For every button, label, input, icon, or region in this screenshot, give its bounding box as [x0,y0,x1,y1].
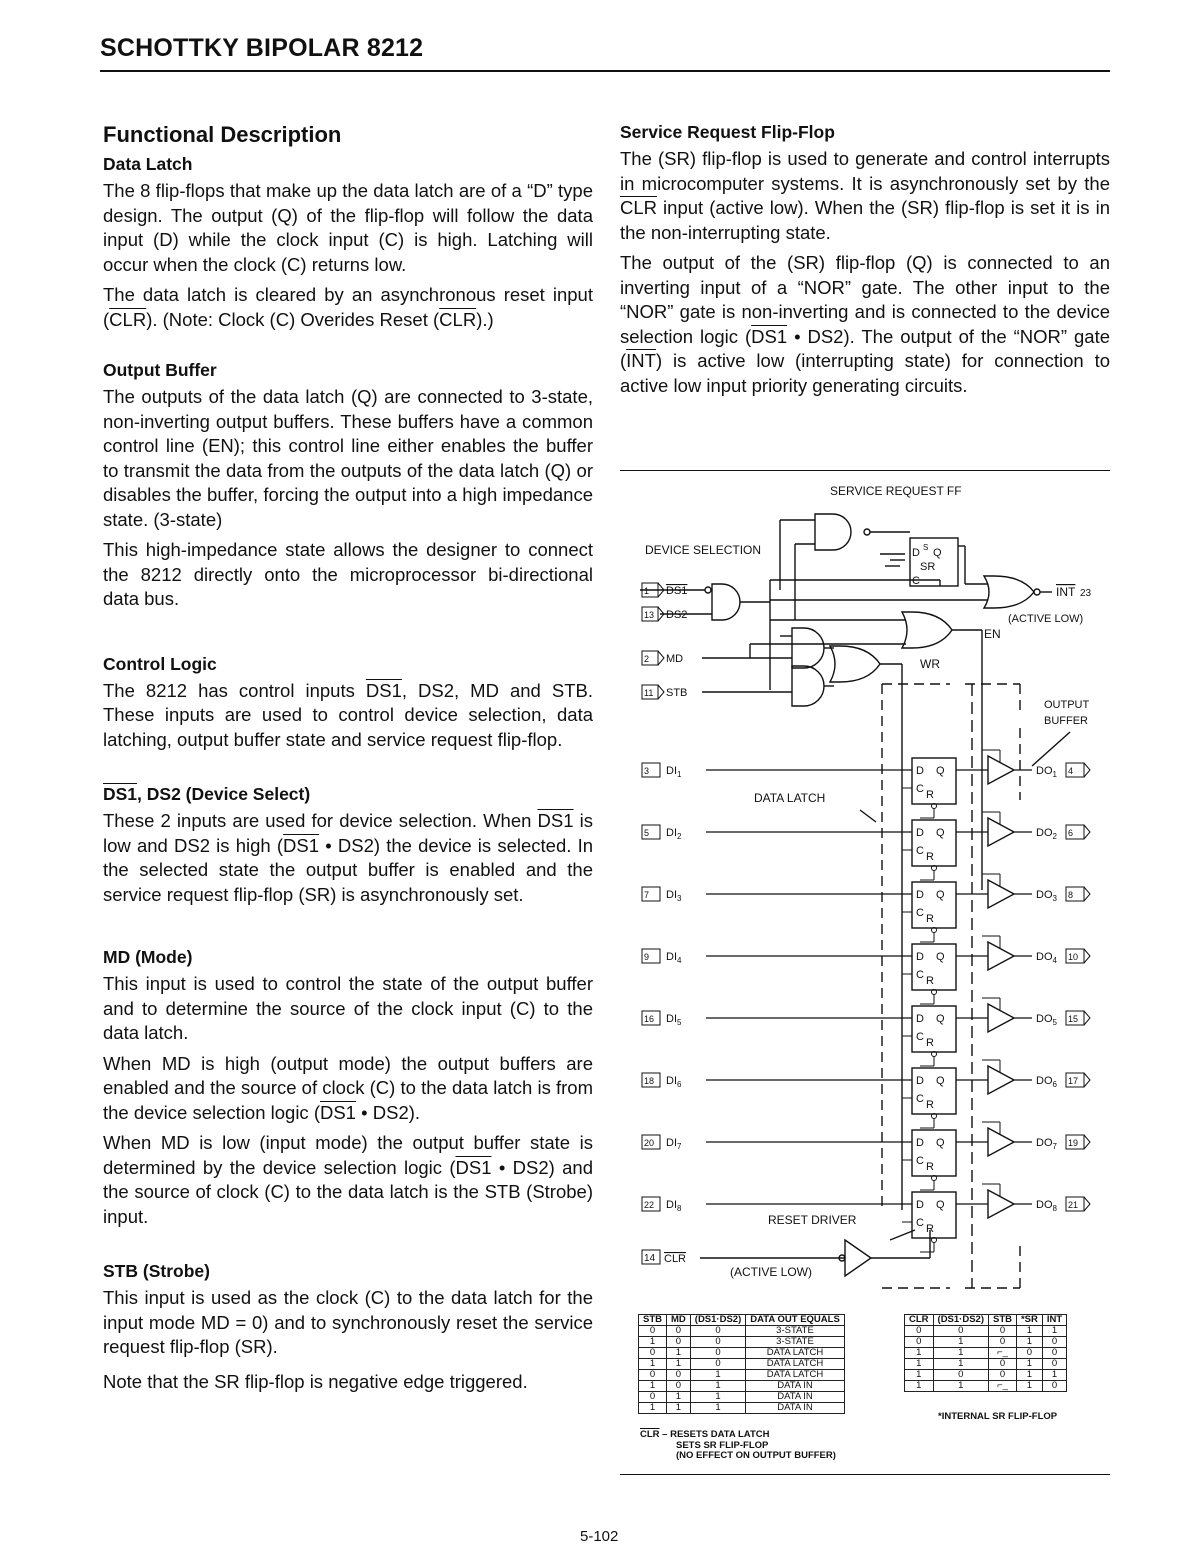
svg-text:Q: Q [936,951,945,963]
svg-text:DO5: $DO_5$ [1036,1013,1057,1027]
svg-text:D: D [916,1013,924,1025]
table-row: 1 1 0 DATA LATCH [639,1359,845,1370]
svg-text:D: D [916,951,924,963]
svg-text:C: C [916,969,924,981]
section-heading: Functional Description [103,122,342,147]
device-selection-label: DEVICE SELECTION [645,543,762,557]
table1-header-0: STB [639,1315,667,1326]
svg-text:DI2: $DI_2$ [666,827,682,841]
svg-text:DI5: $DI_5$ [666,1013,682,1027]
table-row: 1 0 1 DATA IN [639,1381,845,1392]
svg-text:DI8: $DI_8$ [666,1199,682,1213]
logic-diagram [620,470,1110,1320]
int-label: INT [1056,585,1076,599]
svg-text:7: 7 [644,890,650,900]
ff-sr-label: SR [920,561,936,573]
table-row: 0 0 0 3-STATE [639,1326,845,1337]
output-buffer-p2: This high-impedance state allows the designer to connect the 8212 directly onto the microprocessor bi-directional data bus. [103,539,593,609]
svg-text:DO1: $DO_1$ [1036,765,1057,779]
table-row: 0 1 0 DATA LATCH [639,1348,845,1359]
svg-text:D: D [916,827,924,839]
svg-text:Q: Q [936,889,945,901]
svg-text:DS2: DS2 [666,609,688,621]
output-buffer-label-1: OUTPUT [1044,699,1090,711]
table1-header-3: DATA OUT EQUALS [746,1315,845,1326]
svg-text:D: D [916,765,924,777]
svg-text:C: C [916,783,924,795]
svg-text:DI7: $DI_7$ [666,1137,682,1151]
svg-text:C: C [916,1031,924,1043]
mode-title: MD (Mode) [103,947,193,967]
svg-text:9: 9 [644,952,650,962]
svg-text:DO4: $DO_4$ [1036,951,1057,965]
table-row: 0 1 0 1 0 [905,1337,1067,1348]
strobe-p2: Note that the SR flip-flop is negative edge triggered. [103,1370,528,1392]
table-row: 1 1 0 1 0 [905,1359,1067,1370]
control-input-md [642,651,683,665]
right-column [620,122,1110,404]
clr-pin: 14 [644,1253,656,1264]
table2-header-2: STB [988,1315,1016,1326]
data-bit-4 [642,936,1090,1004]
header-rule [100,70,1110,72]
svg-text:C: C [916,845,924,857]
svg-text:22: 22 [644,1200,655,1210]
svg-text:D: D [916,1137,924,1149]
svg-text:13: 13 [644,610,655,620]
table-row: 1 0 0 1 1 [905,1370,1067,1381]
output-buffer-p1: The outputs of the data latch (Q) are connected to 3-state, non-inverting output buffers. These buffers have a common control line (EN); this control line either enables the buffer to transmit the data from the outputs of the data latch (Q) or disables the buffer, forcing the output into a high impedance state. (3-state) [103,386,593,530]
svg-text:R: R [926,975,934,987]
svg-text:Q: Q [936,1137,945,1149]
svg-text:Q: Q [936,1075,945,1087]
svg-text:C: C [916,1217,924,1229]
svg-text:DI6: $DI_6$ [666,1075,682,1089]
svg-text:6: 6 [1068,828,1074,838]
svg-text:D: D [916,1199,924,1211]
svg-text:Q: Q [936,827,945,839]
table-row: 0 0 1 DATA LATCH [639,1370,845,1381]
svg-text:16: 16 [644,1014,655,1024]
data-latch-title: Data Latch [103,154,193,174]
table-row: 0 1 1 DATA IN [639,1392,845,1403]
sr-p2: The output of the (SR) flip-flop (Q) is connected to an inverting input of a “NOR” gate. The other input to the “NOR” gate is non-inverting and is connected to the device selection logic (DS1 • DS2). The output of the “NOR” gate $(\overline{INT})$ is active low (interrupting state) for connection to active low input priority generating circuits. [620,252,1110,396]
svg-text:DS1: DS1 [666,585,688,597]
svg-text:R: R [926,1099,934,1111]
svg-text:20: 20 [644,1138,655,1148]
data-latch-p1: The 8 flip-flops that make up the data latch are of a “D” type design. The output (Q) of the flip-flop will follow the data input (D) while the clock input (C) is high. Latching will occur when the clock (C) returns low. [103,180,593,275]
svg-text:R: R [926,789,934,801]
svg-text:Q: Q [936,1199,945,1211]
svg-text:DO6: $DO_6$ [1036,1075,1057,1089]
svg-text:D: D [916,889,924,901]
svg-text:2: 2 [644,654,650,664]
svg-text:C: C [916,1093,924,1105]
svg-text:17: 17 [1068,1076,1079,1086]
strobe-p1: This input is used as the clock (C) to the data latch for the input mode MD = 0) and to synchronously reset the service request flip-flop (SR). [103,1287,593,1357]
svg-text:15: 15 [1068,1014,1079,1024]
table2-note: *INTERNAL SR FLIP-FLOP [938,1411,1058,1422]
table1-header-2: (DS1·DS2) [690,1315,745,1326]
table2-header-4: INT [1042,1315,1066,1326]
data-bit-1 [642,750,1090,818]
en-label: EN [984,627,1001,641]
wr-label: WR [920,657,940,671]
table2-header-1: (DS1·DS2) [933,1315,988,1326]
data-bit-2 [642,812,1090,880]
svg-text:DO7: $DO_7$ [1036,1137,1057,1151]
page-number: 5-102 [580,1528,619,1545]
table-row: 1 1 1 DATA IN [639,1403,845,1414]
data-latch-label: DATA LATCH [754,791,826,805]
table-row: 1 0 0 3-STATE [639,1337,845,1348]
svg-text:Q: Q [936,765,945,777]
left-column [103,122,593,1400]
data-bit-6 [642,1060,1090,1128]
page-header: SCHOTTKY BIPOLAR 8212 [100,34,424,62]
svg-text:R: R [926,1223,934,1235]
svg-text:DO2: $DO_2$ [1036,827,1057,841]
output-buffer-label-2: BUFFER [1044,715,1088,727]
svg-text:8: 8 [1068,890,1074,900]
svg-text:STB: STB [666,687,688,699]
svg-text:DI3: $DI_3$ [666,889,682,903]
service-request-ff-label: SERVICE REQUEST FF [830,484,962,498]
table1-notes: $\overline{CLR}$ – RESETS DATA LATCH SETS SR FLIP-FLOP (NO EFFECT ON OUTPUT BUFFER) [640,1429,836,1461]
svg-text:R: R [926,1161,934,1173]
sr-p1: The (SR) flip-flop is used to generate and control interrupts in microcomputer systems. It is asynchronously set by the $\overline{CLR}$ input (active low). When the (SR) flip-flop is set it is in the non-interrupting state. [620,148,1110,243]
control-logic-p1: The 8212 has control inputs DS1, DS2, MD and STB. These inputs are used to control device selection, data latching, output buffer state and service request flip-flop. [103,679,593,750]
svg-text:DO8: $DO_8$ [1036,1199,1057,1213]
table1-header-1: MD [667,1315,691,1326]
truth-table-data-out [638,1314,845,1414]
data-bit-3 [642,874,1090,942]
svg-text:DI1: $DI_1$ [666,765,682,779]
ff-d-label: D [912,547,920,559]
control-logic-title: Control Logic [103,653,217,674]
svg-text:4: 4 [1068,766,1074,776]
ff-c-label: C [912,575,920,587]
mode-p2: When MD is high (output mode) the output buffers are enabled and the source of clock (C) to the data latch is from the device selection logic (DS1 • DS2). [103,1052,593,1123]
svg-text:11: 11 [644,688,654,698]
svg-text:1: 1 [644,586,650,596]
svg-text:DI4: $DI_4$ [666,951,682,965]
svg-text:21: 21 [1068,1200,1079,1210]
svg-text:3: 3 [644,766,650,776]
mode-p3: When MD is low (input mode) the output buffer state is determined by the device selection logic (DS1 • DS2) and the source of clock (C) to the data latch is the STB (Strobe) input. [103,1132,593,1227]
control-input-stb [642,685,687,699]
data-bit-8 [642,1184,1090,1252]
svg-text:5: 5 [644,828,650,838]
device-select-p1: These 2 inputs are used for device selection. When DS1 is low and DS2 is high (DS1 • DS2) the device is selected. In the selected state the output buffer is enabled and the service request flip-flop (SR) is asynchronously set. [103,810,593,905]
sr-title: Service Request Flip-Flop [620,122,835,142]
svg-text:DO3: $DO_3$ [1036,889,1057,903]
svg-text:MD: MD [666,653,684,665]
svg-text:C: C [916,907,924,919]
bottom-rule [620,1474,1110,1475]
device-select-title: DS1, DS2 (Device Select) [103,784,311,804]
svg-text:10: 10 [1068,952,1079,962]
data-latch-p2: The data latch is cleared by an asynchronous reset input $(\overline{CLR})$. (Note: Clock (C) Overides Reset $(\overline{CLR})$.) [103,284,593,330]
svg-text:19: 19 [1068,1138,1079,1148]
data-bit-7 [642,1122,1090,1190]
svg-text:C: C [916,1155,924,1167]
svg-text:Q: Q [936,1013,945,1025]
svg-text:R: R [926,851,934,863]
reset-active-low-label: (ACTIVE LOW) [730,1265,813,1279]
table2-header-0: CLR [905,1315,934,1326]
svg-text:R: R [926,913,934,925]
svg-text:D: D [916,1075,924,1087]
reset-driver-label: RESET DRIVER [768,1213,857,1227]
table2-header-3: *SR [1016,1315,1042,1326]
int-active-low: (ACTIVE LOW) [1008,613,1084,625]
table-row: 1 1 ⌐_ 0 0 [905,1348,1067,1359]
output-buffer-title: Output Buffer [103,360,217,380]
svg-text:R: R [926,1037,934,1049]
ff-q-label: Q [933,547,942,559]
mode-p1: This input is used to control the state of the output buffer and to determine the source of the clock input (C) to the data latch. [103,973,593,1043]
int-pin: 23 [1080,588,1092,599]
clr-label: CLR [664,1253,687,1265]
data-bit-5 [642,998,1090,1066]
truth-table-interrupt [904,1314,1067,1392]
svg-text:18: 18 [644,1076,655,1086]
table-row: 1 1 ⌐_ 1 0 [905,1381,1067,1392]
ff-s-label: S [923,543,929,552]
table-row: 0 0 0 1 1 [905,1326,1067,1337]
strobe-title: STB (Strobe) [103,1261,210,1281]
